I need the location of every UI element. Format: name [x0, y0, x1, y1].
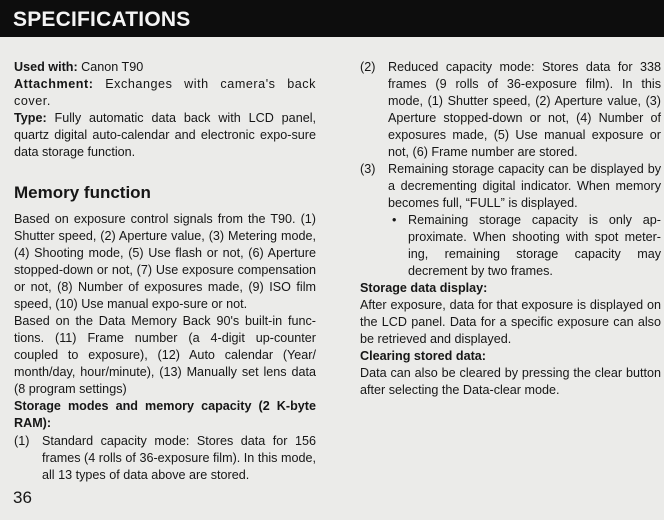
left-column [14, 59, 316, 484]
item-text: Standard capacity mode: Stores data for 156 frames (4 rolls of 36-exposure film). In this mode, all 13 types of data above are stored. [42, 434, 316, 482]
bullet-text: Remaining storage capacity is only ap-proximate. When shooting with spot meter-ing, remaining storage capacity may decrement by two frames. [408, 213, 661, 278]
memory-para-2: Based on the Data Memory Back 90's built-in func-tions. (11) Frame number (a 4-digit up-counter coupled to exposure), (12) Auto calendar (Year/ month/day, hour/minute), (13) Manually set lens data (8 program settings) [14, 314, 316, 396]
memory-heading: Memory function [14, 183, 151, 202]
clearing-text: Data can also be cleared by pressing the clear button after selecting the Data-clear mode. [360, 366, 661, 397]
spec-label: Type: [14, 111, 47, 125]
spec-attachment [14, 76, 316, 110]
item-text: Reduced capacity mode: Stores data for 338 frames (9 rolls of 36-exposure film). In this mode, (1) Shutter speed, (2) Aperture value, (3) Aperture stopped-down or not, (4) Number of exposures made, (5) Use manual exposure or not, (6) Frame number are stored. [388, 60, 661, 159]
spec-label: Attachment: [14, 77, 94, 91]
spec-value: Canon T90 [77, 60, 144, 74]
section-header [0, 0, 664, 37]
display-heading: Storage data display: [360, 281, 488, 295]
storage-item [14, 433, 316, 484]
item-text: Remaining storage capacity can be displayed by a decrementing digital indicator. When memory becomes full, “FULL” is displayed. [388, 162, 661, 210]
item-number: (2) [360, 60, 376, 74]
memory-para-1: Based on exposure control signals from the T90. (1) Shutter speed, (2) Aperture value, (3) Metering mode, (4) Shooting mode, (5) Use flash or not, (6) Aperture stopped-down or not, (7) Use exposure compensation or not, (8) Number of exposures made, (9) ISO film speed, (10) Use manual expo-sure or not. [14, 212, 316, 311]
page-number: 36 [13, 488, 32, 507]
storage-item [360, 59, 661, 161]
spec-value: Exchanges with camera's back cover. [14, 77, 316, 108]
spec-value: Fully automatic data back with LCD panel, quartz digital auto-calendar and electronic expo-sure data storage function. [14, 111, 316, 159]
item-number: (1) [14, 434, 30, 448]
clearing-heading: Clearing stored data: [360, 349, 486, 363]
storage-item [360, 161, 661, 212]
spec-type [14, 110, 316, 161]
right-column [360, 59, 661, 399]
note-bullet [388, 212, 661, 280]
display-text: After exposure, data for that exposure is displayed on the LCD panel. Data for a specific exposure can also be retrieved and displayed. [360, 298, 661, 346]
page-title: SPECIFICATIONS [13, 8, 191, 31]
spec-label: Used with: [14, 60, 78, 74]
bullet-icon: • [392, 213, 397, 227]
item-number: (3) [360, 162, 376, 176]
storage-heading: Storage modes and memory capacity (2 K-byte RAM): [14, 399, 316, 430]
spec-used-with [14, 59, 316, 76]
